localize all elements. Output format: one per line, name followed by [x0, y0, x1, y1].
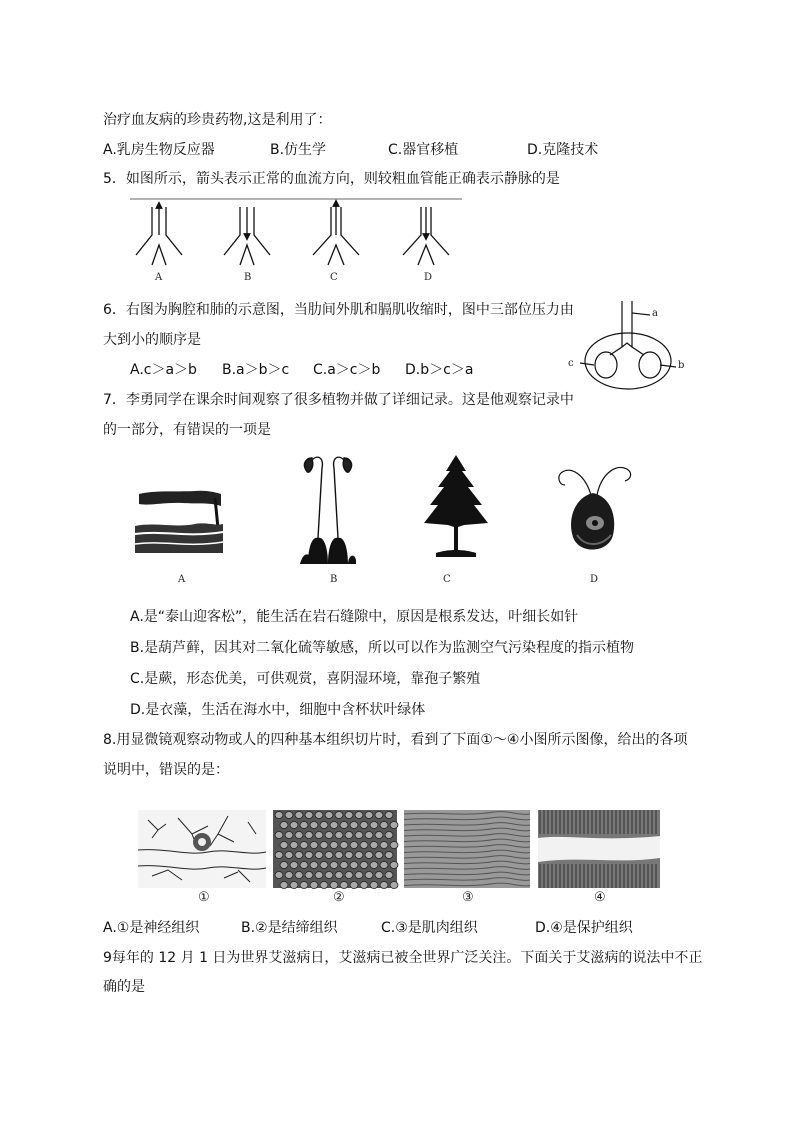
question-9-line2: 确的是	[103, 979, 145, 995]
question-6-line1: 6．右图为胸腔和肺的示意图，当肋间外肌和膈肌收缩时，图中三部位压力由	[103, 302, 574, 318]
text-line: 治疗血友病的珍贵药物,这是利用了：	[103, 112, 332, 128]
option-d: D.是衣藻，生活在海水中，细胞中含杯状叶绿体	[130, 702, 426, 718]
label-d: D	[424, 272, 433, 283]
label-b: B	[330, 574, 338, 585]
option-c: C.③是肌肉组织	[381, 920, 478, 936]
option-b: B.a＞b＞c	[222, 362, 290, 378]
vessel-d	[403, 207, 449, 265]
question-8-line1: 8.用显微镜观察动物或人的四种基本组织切片时，看到了下面①～④小图所示图像，给出的各项	[103, 732, 688, 748]
vessel-a	[136, 205, 182, 265]
option-b: B.是葫芦藓，因其对二氧化硫等敏感，所以可以作为监测空气污染程度的指示植物	[130, 640, 635, 656]
chlamydomonas-image	[555, 455, 635, 560]
option-d: D.b＞c＞a	[405, 362, 474, 378]
question-9-line1: 9每年的 12 月 1 日为世界艾滋病日，艾滋病已被全世界广泛关注。下面关于艾滋病的说法中不正	[103, 950, 703, 966]
option-a: A.乳房生物反应器	[103, 142, 215, 158]
label-a: a	[652, 308, 658, 319]
option-b: B.仿生学	[270, 142, 327, 158]
option-d: D.克隆技术	[527, 142, 599, 158]
moss-image	[298, 452, 358, 564]
label-2: ②	[333, 890, 345, 905]
option-c: C.器官移植	[388, 142, 459, 158]
option-a: A.是“泰山迎客松”，能生活在岩石缝隙中，原因是根系发达，叶细长如针	[130, 609, 579, 625]
pine-tree-image	[135, 488, 223, 553]
blood-vessel-figure	[130, 195, 470, 285]
label-c: c	[568, 358, 574, 369]
option-c: C.是蕨，形态优美，可供观赏，喜阴湿环境，靠孢子繁殖	[130, 671, 481, 687]
option-a: A.①是神经组织	[103, 920, 200, 936]
label-1: ①	[198, 890, 210, 905]
thorax-lung-figure	[580, 295, 690, 395]
option-c: C.a＞c＞b	[313, 362, 381, 378]
muscle-tissue-image	[404, 810, 530, 888]
label-a: A	[155, 272, 163, 283]
option-d: D.④是保护组织	[535, 920, 633, 936]
label-b: b	[678, 360, 685, 371]
question-6-line2: 大到小的顺序是	[103, 332, 201, 348]
protective-tissue-image	[538, 810, 660, 888]
question-7-line1: 7．李勇同学在课余时间观察了很多植物并做了详细记录。这是他观察记录中	[103, 392, 574, 408]
label-c: C	[443, 574, 451, 585]
question-7-line2: 的一部分，有错误的一项是	[103, 422, 271, 438]
label-4: ④	[594, 890, 606, 905]
label-a: A	[178, 574, 186, 585]
question-5: 5．如图所示，箭头表示正常的血流方向，则较粗血管能正确表示静脉的是	[103, 171, 560, 187]
vessel-b	[224, 207, 270, 265]
option-b: B.②是结缔组织	[241, 920, 338, 936]
label-c: C	[330, 272, 338, 283]
option-a: A.c＞a＞b	[130, 362, 197, 378]
label-b: B	[244, 272, 252, 283]
epithelial-tissue-image	[273, 810, 397, 888]
vessel-c	[313, 203, 359, 265]
label-3: ③	[462, 890, 474, 905]
label-d: D	[590, 574, 599, 585]
fern-image	[420, 455, 492, 557]
nerve-tissue-image	[138, 810, 266, 888]
question-8-line2: 说明中，错误的是：	[103, 762, 229, 778]
